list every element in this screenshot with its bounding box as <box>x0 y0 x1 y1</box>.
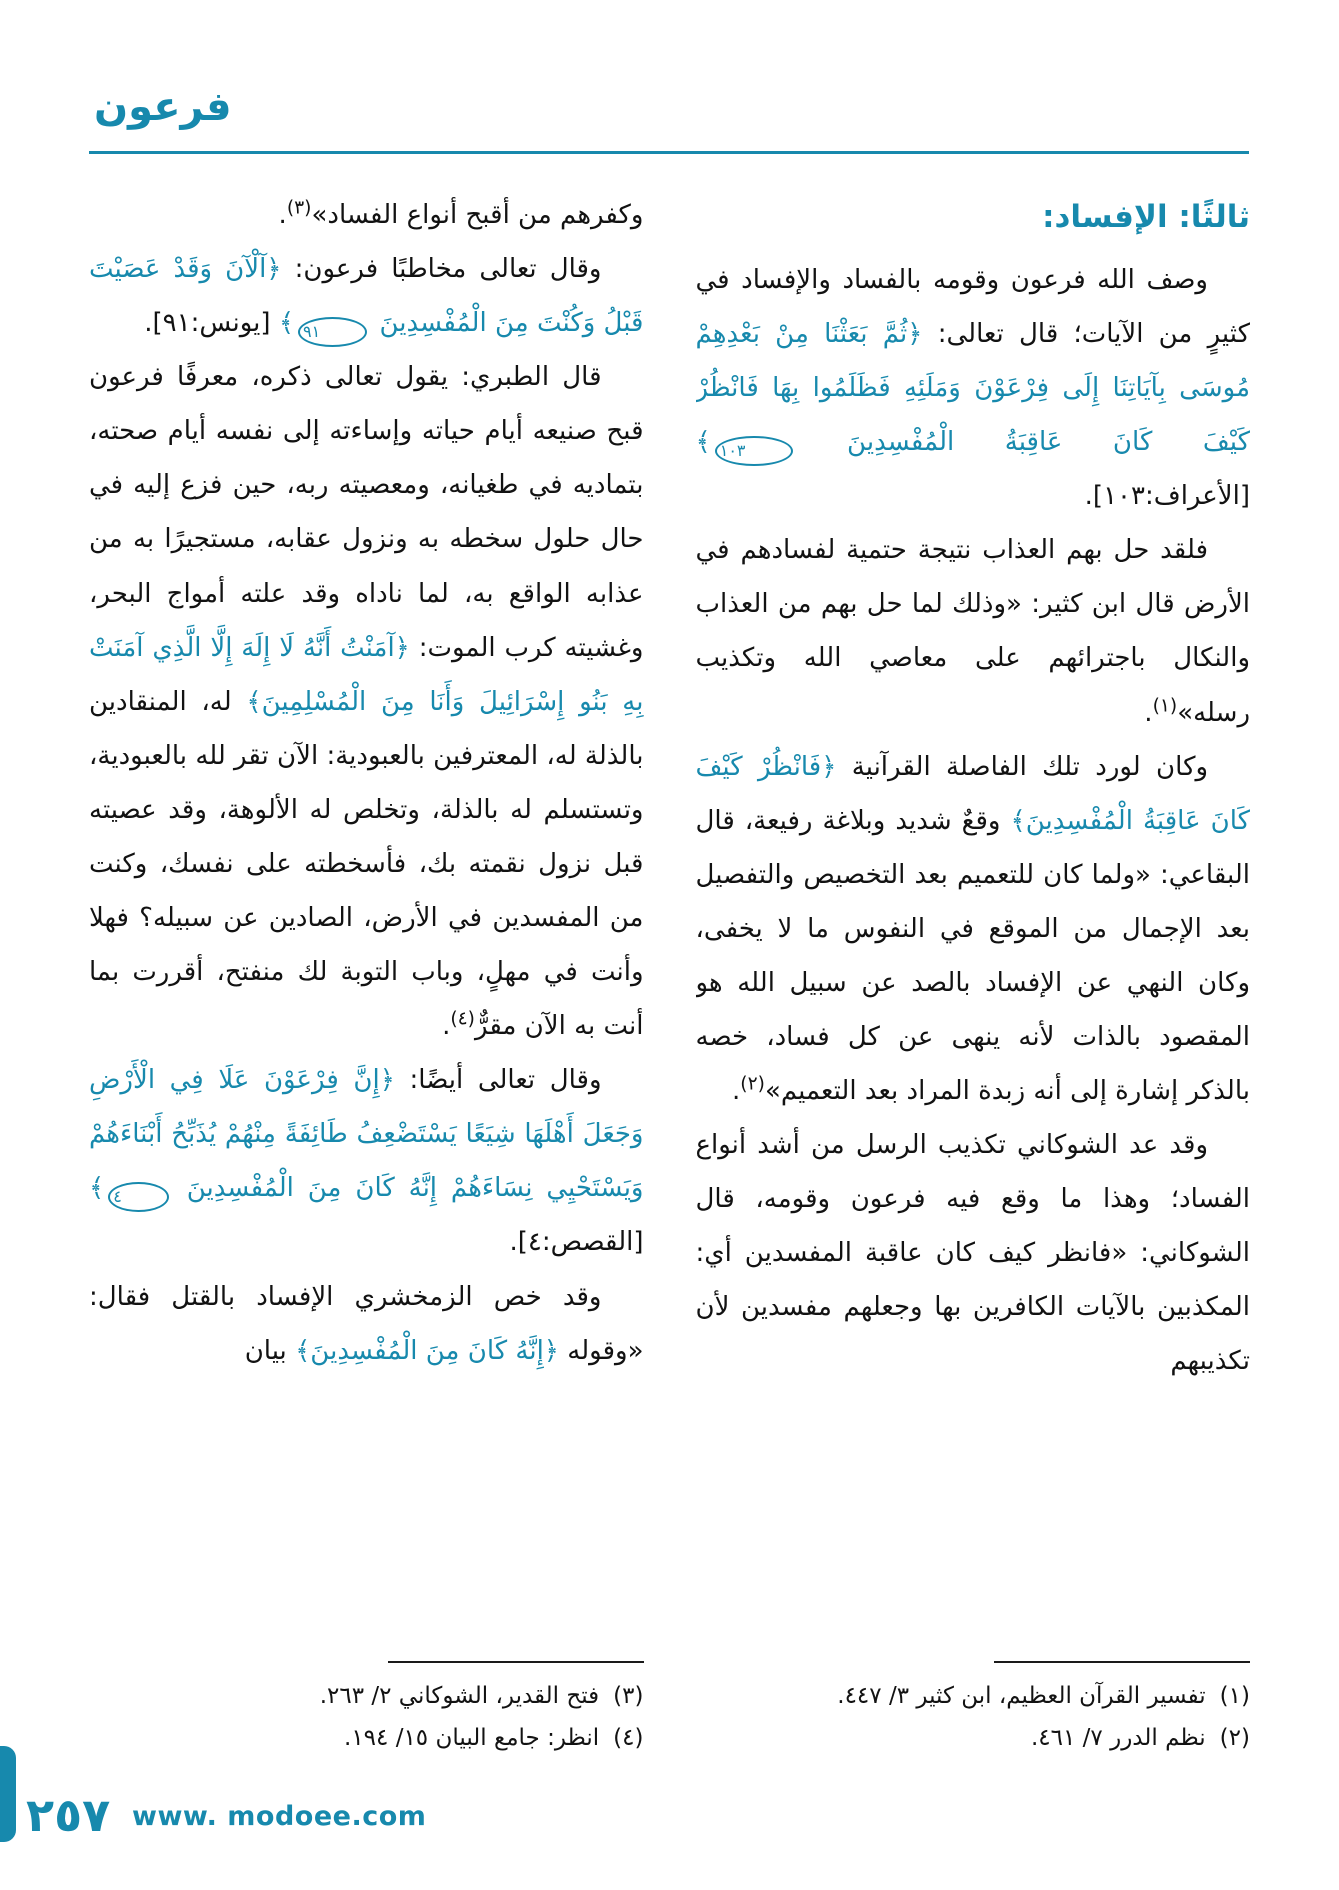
footnote-item <box>696 1675 1251 1718</box>
footnote-marker: (١) <box>1152 694 1178 716</box>
footnote-separator <box>994 1661 1250 1663</box>
paragraph <box>89 242 644 350</box>
footnote-marker: (٤) <box>450 1008 475 1030</box>
body-text: بيان <box>244 1335 296 1366</box>
page-header-title: فرعون <box>94 84 232 130</box>
header-divider-rule <box>89 151 1249 154</box>
ayah-number-medallion: ١٠٣ <box>715 436 793 466</box>
body-text: وقعٌ شديد وبلاغة رفيعة، قال البقاعي: «ولما كان للتعميم بعد التخصيص والتفصيل بعد الإجمال من الموقع في النفوس ما لا يخفى، وكان النهي عن الإفساد بالصد عن سبيل الله هو المقصود بالذات لأنه ينهى عن كل فساد، خصه بالذكر إشارة إلى أنه زبدة المراد بعد التعميم» <box>695 805 1250 1107</box>
paragraph <box>89 188 644 242</box>
footnote-text: انظر: جامع البيان ١٥/ ١٩٤. <box>344 1725 600 1752</box>
quran-verse: ﴿ثُمَّ بَعَثْنَا مِنْ بَعْدِهِمْ مُوسَى بِآيَاتِنَا إِلَى فِرْعَوْنَ وَمَلَئِهِ فَظَلَمُوا بِهَا فَانْظُرْ كَيْفَ كَانَ عَاقِبَةُ الْمُفْسِدِينَ <box>695 318 1250 458</box>
footnote-marker: (٢) <box>740 1073 765 1095</box>
footnote-item <box>89 1675 644 1718</box>
page-edge-tab <box>0 1746 16 1842</box>
quran-verse: ﴿آلْآنَ وَقَدْ عَصَيْتَ قَبْلُ وَكُنْتَ مِنَ الْمُفْسِدِينَ <box>89 254 644 339</box>
website-text: www. modoee.com <box>132 1801 427 1832</box>
quran-verse: ﴾ <box>89 1173 105 1204</box>
footnote-item <box>696 1717 1251 1760</box>
right-footnotes <box>696 1661 1251 1760</box>
body-text: فلقد حل بهم العذاب نتيجة حتمية لفسادهم في الأرض قال ابن كثير: «وذلك لما حل بهم من العذاب والنكال باجترائهم على معاصي الله وتكذيب رسله» <box>695 535 1250 728</box>
section-heading: ثالثًا: الإفساد: <box>1042 199 1250 235</box>
right-column-text <box>696 188 1251 1389</box>
footnote-number: (١) <box>1219 1682 1250 1709</box>
right-column <box>696 188 1251 1760</box>
body-text: له، المنقادين بالذلة له، المعترفين بالعبودية: الآن تقر لله بالعبودية، وتستسلم له بالذلة، وتخلص له الألوهة، وقد عصيته قبل نزول نقمته بك، فأسخطته على نفسك، وكنت من المفسدين في الأرض، الصادين عن سبيله؟ فهلا وأنت في مهلٍ، وباب التوبة لك منفتح، أقررت بما أنت به الآن مقرٌّ <box>89 686 644 1042</box>
body-text: وصف الله فرعون وقومه بالفساد والإفساد في كثيرٍ من الآيات؛ قال تعالى: <box>695 264 1250 349</box>
footnote-number: (٢) <box>1219 1725 1250 1752</box>
footnote-text: فتح القدير، الشوكاني ٢/ ٢٦٣. <box>319 1682 600 1709</box>
footnote-separator <box>388 1661 644 1663</box>
verse-reference: [القصص:٤]. <box>509 1227 644 1258</box>
paragraph <box>696 253 1251 523</box>
page-content <box>89 188 1250 1760</box>
left-column-text <box>89 188 644 1378</box>
paragraph <box>696 740 1251 1119</box>
right-footnote-list <box>696 1675 1251 1760</box>
body-text: قال الطبري: يقول تعالى ذكره، معرفًا فرعون قبح صنيعه أيام حياته وإساءته إلى نفسه أيام صحته، بتماديه في طغيانه، ومعصيته ربه، حين فزع إليه في حال حلول سخطه به ونزول عقابه، مستجيرًا به من عذابه الواقع به، لما ناداه وقد علته أمواج البحر، وغشيته كرب الموت: <box>89 362 644 663</box>
footnote-number: (٤) <box>613 1725 644 1752</box>
quran-verse: ﴿إِنَّهُ كَانَ مِنَ الْمُفْسِدِينَ﴾ <box>295 1335 560 1366</box>
quran-verse: ﴾ <box>278 308 295 339</box>
footnote-text: تفسير القرآن العظيم، ابن كثير ٣/ ٤٤٧. <box>837 1682 1206 1709</box>
quran-verse: ﴿آمَنْتُ أَنَّهُ لَا إِلَهَ إِلَّا الَّذِي آمَنَتْ بِهِ بَنُو إِسْرَائِيلَ وَأَنَا مِنَ الْمُسْلِمِينَ﴾ <box>89 632 644 717</box>
paragraph <box>696 1118 1251 1388</box>
body-text: وقال تعالى أيضًا: <box>394 1065 602 1096</box>
body-text: وقد عد الشوكاني تكذيب الرسل من أشد أنواع الفساد؛ وهذا ما وقع فيه فرعون وقومه، قال الشوكاني: «فانظر كيف كان عاقبة المفسدين أي: المكذبين بالآيات الكافرين بها وجعلهم مفسدين لأن تكذيبهم <box>695 1130 1250 1377</box>
body-text: . <box>442 1011 451 1042</box>
ayah-number-medallion: ٤ <box>108 1182 169 1212</box>
footnote-item <box>89 1717 644 1760</box>
quran-verse: ﴾ <box>695 427 711 458</box>
left-column <box>89 188 644 1760</box>
paragraph <box>89 1053 644 1269</box>
body-text: وكفرهم من أقبح أنواع الفساد» <box>311 200 644 230</box>
paragraph <box>696 523 1251 739</box>
quran-verse: ﴿فَانْظُرْ كَيْفَ كَانَ عَاقِبَةُ الْمُفْسِدِينَ﴾ <box>695 751 1250 836</box>
left-paragraphs <box>89 188 644 1378</box>
body-text: . <box>1144 697 1153 728</box>
verse-reference: [الأعراف:١٠٣]. <box>1084 481 1250 512</box>
body-text: . <box>732 1076 741 1107</box>
body-text: وقال تعالى مخاطبًا فرعون: <box>281 254 602 285</box>
left-footnotes <box>89 1661 644 1760</box>
body-text: وكان لورد تلك الفاصلة القرآنية <box>836 751 1209 782</box>
footnote-marker: (٣) <box>286 197 312 219</box>
verse-reference: [يونس:٩١]. <box>144 308 279 339</box>
ayah-number-medallion: ٩١ <box>298 317 367 347</box>
paragraph <box>89 350 644 1053</box>
right-paragraphs <box>696 253 1251 1389</box>
body-text: وقد خص الزمخشري الإفساد بالقتل فقال: «وقوله <box>89 1281 644 1366</box>
left-footnote-list <box>89 1675 644 1760</box>
page-number: ٢٥٧ <box>26 1788 111 1842</box>
footnote-number: (٣) <box>613 1682 644 1709</box>
paragraph <box>89 1270 644 1378</box>
quran-verse: ﴿إِنَّ فِرْعَوْنَ عَلَا فِي الْأَرْضِ وَجَعَلَ أَهْلَهَا شِيَعًا يَسْتَضْعِفُ طَائِفَةً مِنْهُمْ يُذَبِّحُ أَبْنَاءَهُمْ وَيَسْتَحْيِي نِسَاءَهُمْ إِنَّهُ كَانَ مِنَ الْمُفْسِدِينَ <box>89 1065 644 1204</box>
footnote-text: نظم الدرر ٧/ ٤٦١. <box>1030 1725 1206 1752</box>
body-text: . <box>278 200 287 230</box>
